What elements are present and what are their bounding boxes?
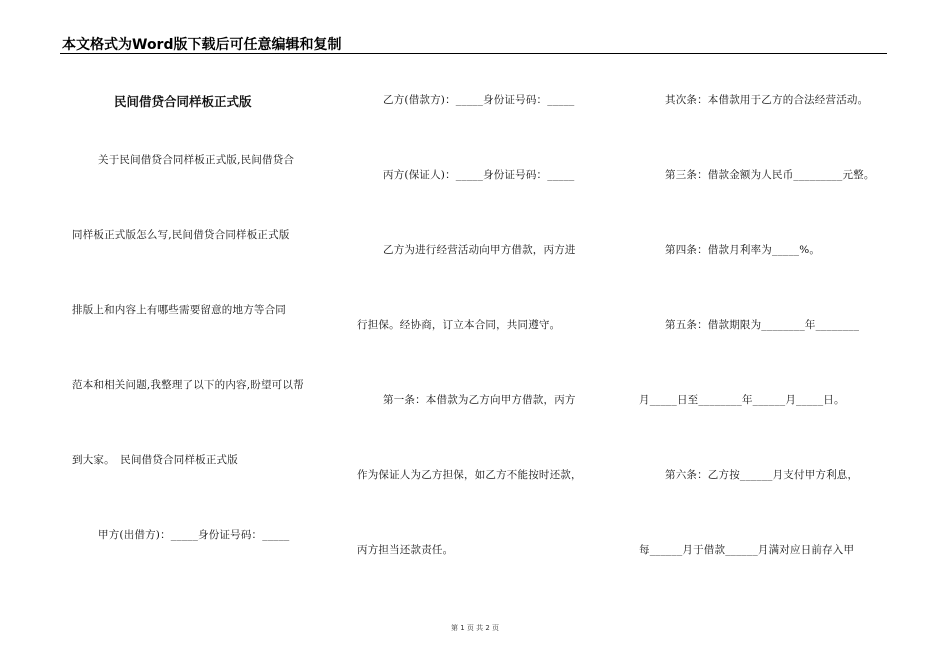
paragraph-line: 行担保。经协商，订立本合同，共同遵守。 <box>357 319 561 331</box>
paragraph-line: 其次条：本借款用于乙方的合法经营活动。 <box>665 94 869 106</box>
paragraph-line: 第四条：借款月利率为_____%。 <box>665 244 821 256</box>
document-title: 民间借贷合同样板正式版 <box>114 94 252 109</box>
paragraph-line: 第六条：乙方按______月支付甲方利息， <box>665 469 859 481</box>
paragraph-line: 甲方(出借方)：_____身份证号码：_____ <box>98 529 290 541</box>
paragraph-line: 第三条：借款金额为人民币_________元整。 <box>665 169 875 181</box>
paragraph-line: 乙方(借款方)：_____身份证号码：_____ <box>383 94 575 106</box>
paragraph-line: 第五条：借款期限为________年________ <box>665 319 860 331</box>
document-header-title: 本文格式为Word版下载后可任意编辑和复制 <box>62 37 342 53</box>
text-column-3 <box>639 0 901 640</box>
paragraph-line: 丙方(保证人)：_____身份证号码：_____ <box>383 169 575 181</box>
paragraph-line: 月_____日至________年______月_____日。 <box>639 394 845 406</box>
paragraph-line: 每______月于借款______月满对应日前存入甲 <box>639 544 855 556</box>
paragraph-line: 同样板正式版怎么写,民间借贷合同样板正式版 <box>72 229 290 241</box>
paragraph-line: 到大家。 民间借贷合同样板正式版 <box>72 454 238 466</box>
text-column-1 <box>72 0 330 640</box>
paragraph-line: 范本和相关问题,我整理了以下的内容,盼望可以帮 <box>72 379 304 391</box>
paragraph-line: 关于民间借贷合同样板正式版,民间借贷合 <box>98 154 295 166</box>
paragraph-line: 丙方担当还款责任。 <box>357 544 454 556</box>
paragraph-line: 乙方为进行经营活动向甲方借款，丙方进 <box>383 244 576 256</box>
paragraph-line: 排版上和内容上有哪些需要留意的地方等合同 <box>72 304 286 316</box>
paragraph-line: 第一条：本借款为乙方向甲方借款，丙方 <box>383 394 576 406</box>
paragraph-line: 作为保证人为乙方担保，如乙方不能按时还款， <box>357 469 582 481</box>
page-number: 第 1 页 共 2 页 <box>450 624 500 632</box>
text-column-2 <box>357 0 617 640</box>
